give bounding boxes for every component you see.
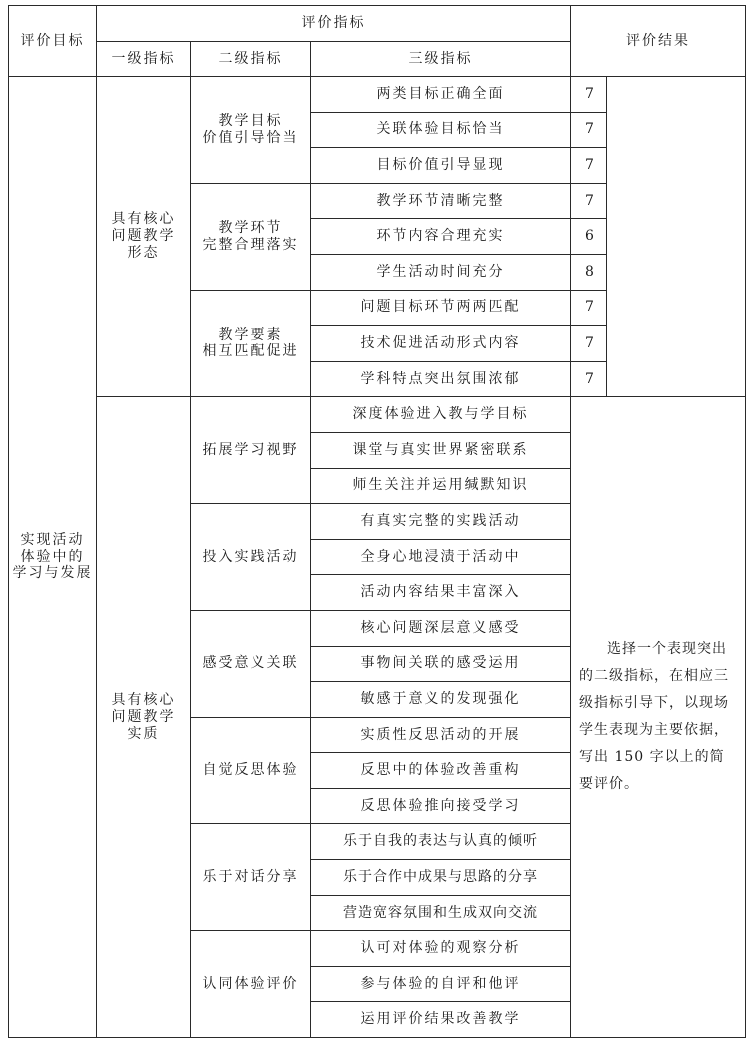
level3-cell: 反思中的体验改善重构 xyxy=(311,753,571,789)
score-cell: 8 xyxy=(571,254,607,290)
level3-cell: 运用评价结果改善教学 xyxy=(311,1002,571,1038)
level1-cell: 具有核心 问题教学 实质 xyxy=(97,397,191,1038)
level3-cell: 两类目标正确全面 xyxy=(311,77,571,113)
result-note-cell: 选择一个表现突出的二级指标，在相应三级指标引导下，以现场学生表现为主要依据，写出 150 字以上的简要评价。 xyxy=(571,397,746,1038)
header-row-1 xyxy=(9,6,746,42)
level3-cell: 课堂与真实世界紧密联系 xyxy=(311,432,571,468)
level3-cell: 深度体验进入教与学目标 xyxy=(311,397,571,433)
level2-cell: 自觉反思体验 xyxy=(191,717,311,824)
level3-cell: 敏感于意义的发现强化 xyxy=(311,682,571,718)
table-row xyxy=(9,397,746,433)
header-goal: 评价目标 xyxy=(9,6,97,77)
level3-cell: 有真实完整的实践活动 xyxy=(311,504,571,540)
level3-cell: 师生关注并运用缄默知识 xyxy=(311,468,571,504)
level2-cell: 感受意义关联 xyxy=(191,610,311,717)
level3-cell: 学生活动时间充分 xyxy=(311,254,571,290)
header-result: 评价结果 xyxy=(571,6,746,77)
score-cell: 7 xyxy=(571,77,607,113)
score-cell: 7 xyxy=(571,326,607,362)
level2-cell: 乐于对话分享 xyxy=(191,824,311,931)
level3-cell: 问题目标环节两两匹配 xyxy=(311,290,571,326)
level2-cell: 拓展学习视野 xyxy=(191,397,311,504)
evaluation-table xyxy=(8,5,746,1038)
goal-cell: 实现活动 体验中的 学习与发展 xyxy=(9,77,97,1038)
level3-cell: 营造宽容氛围和生成双向交流 xyxy=(311,895,571,931)
level3-cell: 实质性反思活动的开展 xyxy=(311,717,571,753)
level2-cell: 认同体验评价 xyxy=(191,931,311,1038)
level3-cell: 核心问题深层意义感受 xyxy=(311,610,571,646)
level3-cell: 活动内容结果丰富深入 xyxy=(311,575,571,611)
level3-cell: 目标价值引导显现 xyxy=(311,148,571,184)
level3-cell: 技术促进活动形式内容 xyxy=(311,326,571,362)
header-level3: 三级指标 xyxy=(311,42,571,77)
score-cell: 7 xyxy=(571,148,607,184)
level3-cell: 参与体验的自评和他评 xyxy=(311,966,571,1002)
level2-cell: 教学目标 价值引导恰当 xyxy=(191,77,311,184)
score-cell: 6 xyxy=(571,219,607,255)
level3-cell: 关联体验目标恰当 xyxy=(311,112,571,148)
header-indicators: 评价指标 xyxy=(97,6,571,42)
level3-cell: 全身心地浸渍于活动中 xyxy=(311,539,571,575)
header-level1: 一级指标 xyxy=(97,42,191,77)
result-blank-cell xyxy=(607,77,746,397)
level2-cell: 投入实践活动 xyxy=(191,504,311,611)
level2-cell: 教学要素 相互匹配促进 xyxy=(191,290,311,397)
table-row xyxy=(9,77,746,113)
score-cell: 7 xyxy=(571,183,607,219)
score-cell: 7 xyxy=(571,112,607,148)
level3-cell: 学科特点突出氛围浓郁 xyxy=(311,361,571,397)
level3-cell: 乐于自我的表达与认真的倾听 xyxy=(311,824,571,860)
level3-cell: 教学环节清晰完整 xyxy=(311,183,571,219)
header-level2: 二级指标 xyxy=(191,42,311,77)
level3-cell: 环节内容合理充实 xyxy=(311,219,571,255)
level3-cell: 反思体验推向接受学习 xyxy=(311,788,571,824)
score-cell: 7 xyxy=(571,361,607,397)
level1-cell: 具有核心 问题教学 形态 xyxy=(97,77,191,397)
level3-cell: 认可对体验的观察分析 xyxy=(311,931,571,967)
score-cell: 7 xyxy=(571,290,607,326)
level3-cell: 事物间关联的感受运用 xyxy=(311,646,571,682)
level2-cell: 教学环节 完整合理落实 xyxy=(191,183,311,290)
level3-cell: 乐于合作中成果与思路的分享 xyxy=(311,860,571,896)
